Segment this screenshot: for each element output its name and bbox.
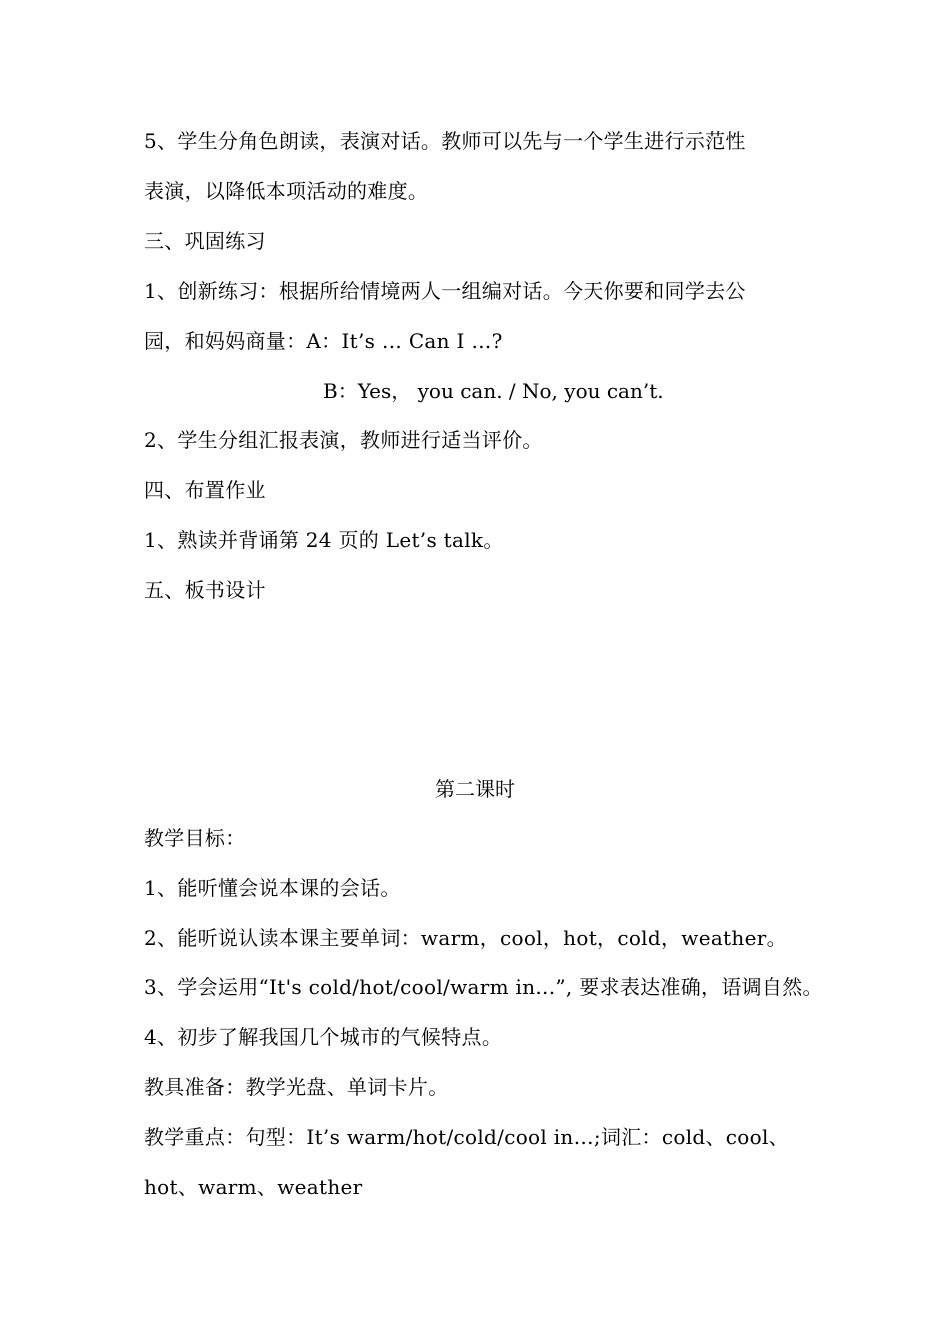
text-line: 1、创新练习：根据所给情境两人一组编对话。今天你要和同学去公 — [144, 279, 746, 303]
text-line: 教具准备：教学光盘、单词卡片。 — [144, 1075, 449, 1099]
text-line: 3、学会运用“It's cold/hot/cool/warm in...”, 要求表达准确，语调自然。 — [144, 975, 823, 999]
text-line: 2、能听说认读本课主要单词：warm，cool，hot，cold，weather。 — [144, 926, 787, 950]
section-heading: 三、巩固练习 — [144, 229, 266, 253]
section-heading: 四、布置作业 — [144, 478, 266, 502]
text-line: 1、能听懂会说本课的会话。 — [144, 876, 401, 900]
text-line: 表演，以降低本项活动的难度。 — [144, 179, 429, 203]
text-line: 教学重点：句型：It’s warm/hot/cold/cool in…;词汇：cold、cool、 — [144, 1125, 789, 1149]
text-line: 4、初步了解我国几个城市的气候特点。 — [144, 1025, 503, 1049]
text-line: 2、学生分组汇报表演，教师进行适当评价。 — [144, 428, 543, 452]
text-line: 1、熟读并背诵第 24 页的 Let’s talk。 — [144, 528, 504, 552]
lesson-title: 第二课时 — [435, 777, 515, 801]
text-line: hot、warm、weather — [144, 1175, 363, 1199]
section-heading: 教学目标： — [144, 826, 246, 850]
section-heading: 五、板书设计 — [144, 578, 266, 602]
text-line: 园，和妈妈商量：A：It’s … Can I …? — [144, 329, 503, 353]
dialog-line-b: B：Yes， you can. / No, you can’t. — [323, 379, 664, 403]
text-line: 5、学生分角色朗读，表演对话。教师可以先与一个学生进行示范性 — [144, 129, 746, 153]
